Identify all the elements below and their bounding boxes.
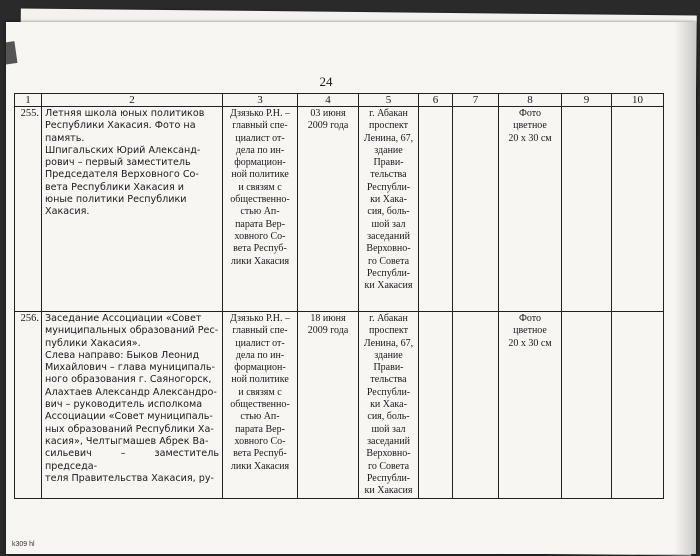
- date-line: 03 июня: [310, 108, 346, 119]
- type-line: 20 х 30 см: [508, 132, 552, 144]
- record-col6: [419, 312, 453, 499]
- date-line: 18 июня: [310, 313, 346, 324]
- header-cell: 1: [15, 94, 42, 107]
- author-line: лики Хакасия: [230, 255, 290, 267]
- header-cell: 5: [359, 94, 419, 107]
- place-line: здание: [374, 349, 403, 361]
- record-col7: [453, 312, 499, 499]
- place-line: Республи-: [366, 181, 411, 193]
- place-line: ки Хака-: [370, 399, 407, 411]
- place-line: Ленина, 67,: [363, 337, 414, 349]
- description-line: память.: [45, 132, 85, 144]
- type-line: цветное: [513, 325, 547, 337]
- author-line: вета Респуб-: [233, 243, 287, 255]
- header-cell: 2: [42, 94, 223, 107]
- description-line: Ассоциации «Совет муниципаль-: [45, 411, 213, 423]
- place-line: заседаний: [367, 435, 410, 447]
- description-line: муниципальных образований Рес-: [45, 325, 219, 337]
- footer-code: k309 hl: [12, 541, 35, 548]
- place-line: Верховно-: [366, 243, 411, 255]
- place-line: шой зал: [371, 423, 406, 435]
- place-line: ки Хака-: [370, 194, 407, 206]
- place-line: Верховно-: [366, 448, 411, 460]
- author-line: формацион-: [234, 157, 286, 169]
- place-line: проспект: [369, 120, 408, 132]
- record-type: [499, 107, 562, 312]
- record-date: [298, 312, 359, 499]
- description-line: вета Республики Хакасия и: [45, 181, 185, 193]
- description-line: Председателя Верховного Со-: [45, 169, 199, 181]
- author-line: и связям с: [238, 386, 282, 398]
- author-line: дела по ин-: [235, 144, 285, 156]
- header-cell: 7: [453, 94, 499, 107]
- description-line: Хакасия.: [45, 206, 90, 218]
- place-line: Ленина, 67,: [363, 132, 414, 144]
- record-col6: [419, 107, 453, 312]
- author-line: ховного Со-: [234, 230, 286, 242]
- description-line: вич – руководитель исполкома: [45, 399, 203, 411]
- place-line: ки Хакасия: [364, 280, 413, 292]
- record-col9: [562, 107, 612, 312]
- type-line: цветное: [513, 120, 547, 132]
- header-cell: 4: [298, 94, 359, 107]
- author-line: ной политике: [231, 374, 289, 386]
- header-cell: 9: [562, 94, 612, 107]
- author-line: дела по ин-: [235, 349, 285, 361]
- record-date: [298, 107, 359, 312]
- record-description: [42, 107, 223, 312]
- author-line: и связям с: [238, 181, 282, 193]
- author-line: лики Хакасия: [230, 460, 290, 472]
- binding-mark: [6, 41, 17, 65]
- place-line: го Совета: [367, 255, 410, 267]
- record-col9: [562, 312, 612, 499]
- author-line: вета Респуб-: [233, 448, 287, 460]
- date-line: 2009 года: [307, 120, 349, 132]
- description-line: ных образований Республики Ха-: [45, 423, 214, 435]
- place-line: Прави-: [373, 362, 404, 374]
- author-line: Дзязько Р.Н. –: [229, 313, 290, 324]
- author-line: циалист от-: [235, 132, 285, 144]
- description-line: Заседание Ассоциации «Совет: [45, 313, 202, 324]
- description-line: ного образования г. Саяногорск,: [45, 374, 212, 386]
- author-line: циалист от-: [235, 337, 285, 349]
- page-number: 24: [319, 74, 333, 89]
- author-line: стью Ап-: [240, 411, 280, 423]
- record-col10: [612, 107, 664, 312]
- table-row: [15, 312, 664, 499]
- author-line: общественно-: [230, 399, 290, 411]
- place-line: заседаний: [367, 230, 410, 242]
- place-line: проспект: [369, 325, 408, 337]
- place-line: ки Хакасия: [364, 485, 413, 497]
- description-line: теля Правительства Хакасия, ру-: [45, 472, 214, 484]
- description-line: Михайлович – глава муниципаль-: [45, 362, 215, 374]
- type-line: Фото: [518, 313, 541, 324]
- table-row: [15, 107, 664, 312]
- page-edge-shadow: [674, 22, 696, 554]
- record-description: [42, 312, 223, 499]
- record-number: 255.: [15, 107, 42, 312]
- description-line: сильевич – заместитель председа-: [45, 448, 219, 472]
- description-line: касия», Челтыгмашев Абрек Ва-: [45, 435, 209, 447]
- description-line: Слева направо: Быков Леонид: [45, 349, 200, 361]
- place-line: шой зал: [371, 218, 406, 230]
- record-place: [359, 107, 419, 312]
- author-line: формацион-: [234, 362, 286, 374]
- place-line: Прави-: [373, 157, 404, 169]
- description-line: рович – первый заместитель: [45, 157, 191, 169]
- header-cell: 10: [612, 94, 664, 107]
- record-type: [499, 312, 562, 499]
- record-author: [223, 312, 298, 499]
- record-number: 256.: [15, 312, 42, 499]
- place-line: г. Абакан: [369, 313, 408, 324]
- place-line: здание: [374, 144, 403, 156]
- author-line: главный спе-: [232, 120, 288, 132]
- header-cell: 8: [499, 94, 562, 107]
- header-cell: 6: [419, 94, 453, 107]
- place-line: го Совета: [367, 460, 410, 472]
- date-line: 2009 года: [307, 325, 349, 337]
- description-line: Республики Хакасия. Фото на: [45, 120, 196, 132]
- place-line: сия, боль-: [367, 411, 410, 423]
- author-line: стью Ап-: [240, 206, 280, 218]
- document-page: [6, 22, 696, 554]
- record-col10: [612, 312, 664, 499]
- description-line: юные политики Республики: [45, 194, 187, 206]
- description-line: Алахтаев Александр Александро-: [45, 386, 217, 398]
- description-line: публики Хакасия».: [45, 337, 141, 349]
- header-cell: 3: [223, 94, 298, 107]
- author-line: общественно-: [230, 194, 290, 206]
- place-line: Республи-: [366, 472, 411, 484]
- header-row: [15, 94, 664, 107]
- author-line: Дзязько Р.Н. –: [229, 108, 290, 119]
- description-line: Шпигальских Юрий Александ-: [45, 144, 201, 156]
- author-line: парата Вер-: [235, 423, 285, 435]
- author-line: ховного Со-: [234, 435, 286, 447]
- register-table: [14, 93, 664, 499]
- description-line: Летняя школа юных политиков: [45, 108, 205, 119]
- author-line: главный спе-: [232, 325, 288, 337]
- place-line: Республи-: [366, 386, 411, 398]
- record-place: [359, 312, 419, 499]
- place-line: сия, боль-: [367, 206, 410, 218]
- author-line: ной политике: [231, 169, 289, 181]
- place-line: Республи-: [366, 267, 411, 279]
- place-line: г. Абакан: [369, 108, 408, 119]
- author-line: парата Вер-: [235, 218, 285, 230]
- place-line: тельства: [370, 169, 407, 181]
- place-line: тельства: [370, 374, 407, 386]
- type-line: Фото: [518, 108, 541, 119]
- record-author: [223, 107, 298, 312]
- record-col7: [453, 107, 499, 312]
- type-line: 20 х 30 см: [508, 337, 552, 349]
